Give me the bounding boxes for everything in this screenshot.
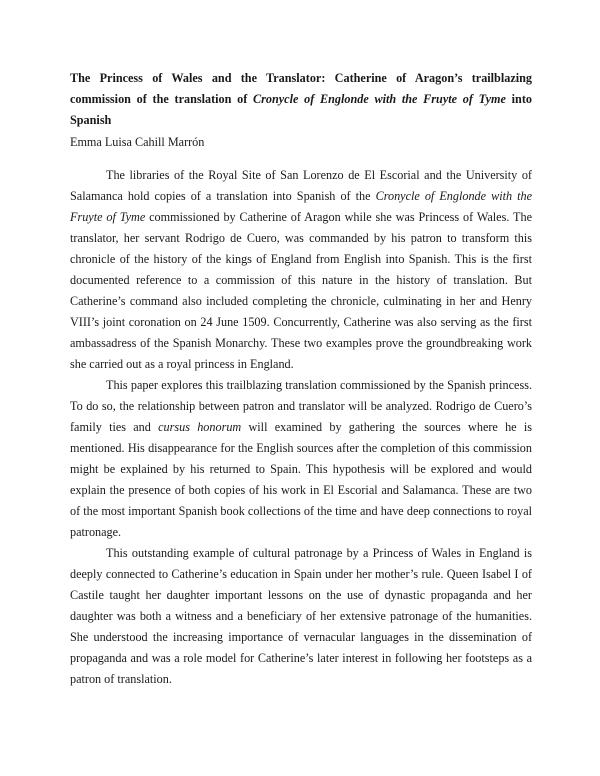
paragraph-3 [70, 543, 532, 690]
title-work-name: Cronycle of Englonde with the Fruyte of Tyme [253, 92, 506, 106]
title-text-start: The Princess of Wales and the Translator: Catherine of Aragon’s trailblazing commission of the translation of [70, 71, 532, 106]
paragraph-1-text-b: commissioned by Catherine of Aragon while she was Princess of Wales. The translator, her servant Rodrigo de Cuero, was commanded by his patron to transform this chronicle of the history of the kings of England from English into Spanish. This is the first documented reference to a commission of this nature in the history of translation. But Catherine’s command also included completing the chronicle, culminating in her and Henry VIII’s joint coronation on 24 June 1509. Concurrently, Catherine was also serving as the first ambassadress of the Spanish Monarchy. These two examples prove the groundbreaking work she carried out as a royal princess in England. [70, 210, 532, 371]
title-text-end: into Spanish [70, 92, 532, 127]
author-name: Emma Luisa Cahill Marrón [70, 135, 205, 149]
paragraph-2-italic: cursus honorum [158, 420, 242, 434]
abstract-body [70, 165, 532, 690]
document-title [70, 68, 532, 131]
paragraph-2-text-a: This paper explores this trailblazing translation commissioned by the Spanish princess. To do so, the relationship between patron and translator will be analyzed. Rodrigo de Cuero’s family ties and [70, 378, 532, 434]
paragraph-1 [70, 165, 532, 375]
paragraph-3-text: This outstanding example of cultural patronage by a Princess of Wales in England is deeply connected to Catherine’s education in Spain under her mother’s rule. Queen Isabel I of Castile taught her daughter important lessons on the use of dynastic propaganda and her daughter was both a witness and a beneficiary of her extensive patronage of the humanities. She understood the increasing importance of vernacular languages in the dissemination of propaganda and was a role model for Catherine’s later interest in following her footsteps as a patron of translation. [70, 546, 532, 686]
paragraph-1-italic: Cronycle of Englonde with the Fruyte of Tyme [70, 189, 532, 224]
paragraph-1-text-a: The libraries of the Royal Site of San Lorenzo de El Escorial and the University of Salamanca hold copies of a translation into Spanish of the [70, 168, 532, 203]
paragraph-2-text-b: will examined by gathering the sources where he is mentioned. His disappearance for the English sources after the completion of this commission might be explained by his returned to Spain. This hypothesis will be explored and would explain the presence of both copies of his work in El Escorial and Salamanca. These are two of the most important Spanish book collections of the time and have deep connections to royal patronage. [70, 420, 532, 539]
paragraph-2 [70, 375, 532, 543]
